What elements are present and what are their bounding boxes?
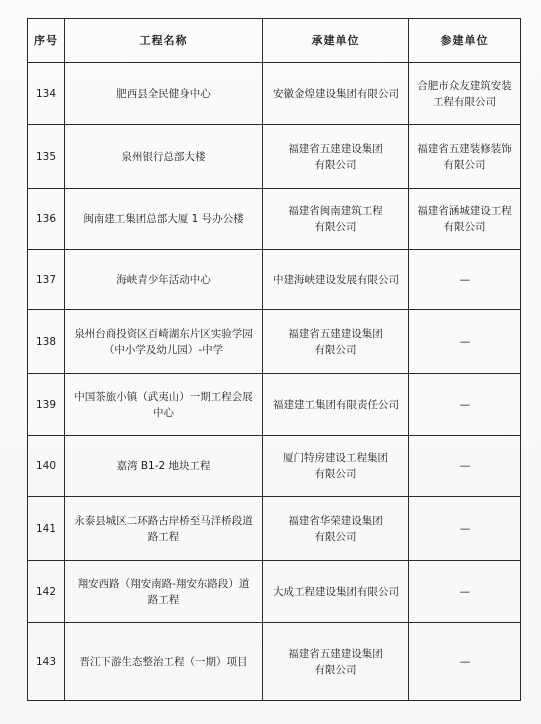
- serial-number-cell: 137: [28, 250, 65, 310]
- contractor-cell: [263, 623, 409, 701]
- contractor-name: 福建建工集团有限责任公司: [273, 398, 399, 411]
- project-name-cell: [65, 623, 263, 701]
- project-name-cell: [65, 374, 263, 436]
- participant-name: 福建省涵城建设工程有限公司: [417, 205, 512, 233]
- contractor-name: 福建省五建建设集团有限公司: [288, 647, 383, 676]
- contractor-name: 福建省五建建设集团有限公司: [288, 327, 383, 356]
- participant-cell: [409, 189, 521, 250]
- project-name-cell: [65, 125, 263, 189]
- table-row: [28, 623, 521, 701]
- project-name: 泉州台商投资区百崎湖东片区实验学园（中小学及幼儿园）-中学: [74, 327, 253, 356]
- table-row: [28, 125, 521, 189]
- project-name: 海峡青少年活动中心: [116, 273, 211, 286]
- project-name: 翔安西路（翔安南路-翔安东路段）道路工程: [77, 577, 250, 606]
- participant-name: —: [459, 273, 470, 286]
- participant-name: —: [459, 398, 470, 411]
- participant-name: —: [459, 585, 470, 598]
- participant-cell: [409, 436, 521, 497]
- contractor-name: 福建省闽南建筑工程有限公司: [288, 205, 383, 233]
- table-row: [28, 374, 521, 436]
- contractor-cell: [263, 189, 409, 250]
- participant-name: —: [459, 655, 470, 668]
- participant-cell: [409, 497, 521, 561]
- participant-cell: [409, 310, 521, 374]
- participant-cell: [409, 374, 521, 436]
- participant-cell: [409, 250, 521, 310]
- serial-number-cell: 136: [28, 189, 65, 250]
- participant-cell: [409, 561, 521, 623]
- table-row: [28, 189, 521, 250]
- project-name-cell: [65, 250, 263, 310]
- project-name: 永泰县城区二环路古岸桥至马洋桥段道路工程: [74, 514, 253, 543]
- table-row: [28, 250, 521, 310]
- participant-name: 福建省五建装修装饰有限公司: [417, 142, 512, 171]
- project-name-cell: [65, 561, 263, 623]
- award-projects-table: [27, 18, 521, 701]
- participant-cell: [409, 623, 521, 701]
- project-name: 嘉湾 B1-2 地块工程: [116, 460, 211, 472]
- contractor-name: 大成工程建设集团有限公司: [273, 585, 399, 598]
- project-name-cell: [65, 310, 263, 374]
- project-name-cell: [65, 497, 263, 561]
- contractor-name: 福建省五建建设集团有限公司: [288, 142, 383, 171]
- table-row: [28, 63, 521, 125]
- serial-number-cell: 138: [28, 310, 65, 374]
- contractor-cell: [263, 125, 409, 189]
- contractor-cell: [263, 250, 409, 310]
- participant-name: 合肥市众友建筑安装工程有限公司: [417, 79, 512, 108]
- table-row: [28, 561, 521, 623]
- contractor-cell: [263, 497, 409, 561]
- contractor-name: 福建省华荣建设集团有限公司: [288, 514, 383, 543]
- participant-name: —: [459, 460, 470, 472]
- contractor-cell: [263, 63, 409, 125]
- header-serial-number: 序号: [28, 19, 65, 63]
- contractor-cell: [263, 436, 409, 497]
- project-name-cell: [65, 63, 263, 125]
- table-row: [28, 436, 521, 497]
- serial-number-cell: 134: [28, 63, 65, 125]
- project-name: 闽南建工集团总部大厦 1 号办公楼: [83, 213, 244, 225]
- contractor-cell: [263, 374, 409, 436]
- participant-cell: [409, 125, 521, 189]
- contractor-name: 中建海峡建设发展有限公司: [273, 273, 399, 286]
- project-name: 晋江下游生态整治工程（一期）项目: [79, 655, 248, 668]
- table-row: [28, 310, 521, 374]
- table-row: [28, 497, 521, 561]
- serial-number-cell: 142: [28, 561, 65, 623]
- project-name-cell: [65, 436, 263, 497]
- contractor-name: 厦门特房建设工程集团有限公司: [283, 452, 388, 480]
- serial-number-cell: 140: [28, 436, 65, 497]
- table-header-row: [28, 19, 521, 63]
- project-name: 中国茶旅小镇（武夷山）一期工程会展中心: [74, 390, 253, 419]
- header-contractor: 承建单位: [263, 19, 409, 63]
- project-name: 肥西县全民健身中心: [116, 87, 211, 100]
- participant-cell: [409, 63, 521, 125]
- serial-number-cell: 139: [28, 374, 65, 436]
- contractor-cell: [263, 310, 409, 374]
- project-name: 泉州银行总部大楼: [121, 150, 206, 163]
- header-participant: 参建单位: [409, 19, 521, 63]
- participant-name: —: [459, 522, 470, 535]
- contractor-cell: [263, 561, 409, 623]
- participant-name: —: [459, 335, 470, 348]
- serial-number-cell: 141: [28, 497, 65, 561]
- contractor-name: 安徽金煌建设集团有限公司: [273, 87, 399, 100]
- serial-number-cell: 143: [28, 623, 65, 701]
- serial-number-cell: 135: [28, 125, 65, 189]
- header-project-name: 工程名称: [65, 19, 263, 63]
- project-name-cell: [65, 189, 263, 250]
